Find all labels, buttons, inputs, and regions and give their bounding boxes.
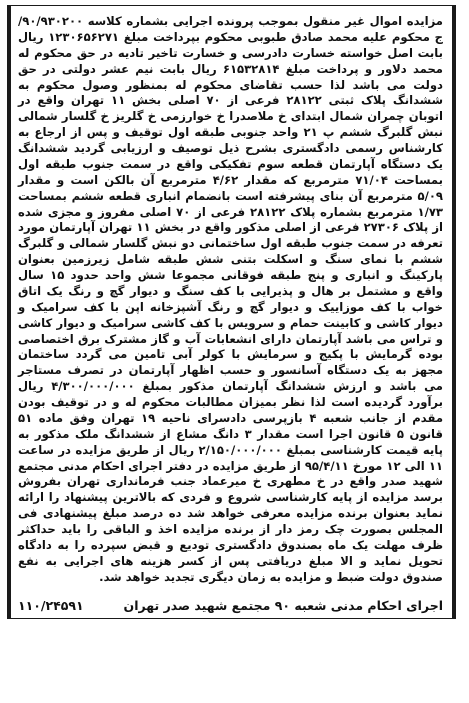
notice-reference-number: ۱۱۰/۲۴۵۹۱ <box>18 597 84 613</box>
notice-right-rule <box>452 6 455 618</box>
notice-left-rule <box>8 6 11 618</box>
notice-body-text: مزایده اموال غیر منقول بموجب پرونده اجرایی بشماره کلاسه ۹۰/۹۳۰۲۰۰/ج محکوم علیه محمد صادق طبوبی محکوم بپرداخت مبلغ ۱۲۳۰۶۵۶۲۷۱ ریال بابت اصل خواسته خسارت دادرسی و خسارت تاخیر تادیه در حق محکوم له محمد دلاور و پرداخت مبلغ ۶۱۵۳۲۸۱۴ ریال بابت نیم عشر دولتی در حق دولت می باشد لذا حسب تقاضای محکوم له بمنظور وصول محکوم به ششدانگ پلاک ثبتی ۲۸۱۲۲ فرعی از ۷۰ اصلی بخش ۱۱ تهران واقع در اتوبان چمران شمال ابتدای خ ملاصدرا خ خوارزمی خ گلریز خ گلسار شمالی نبش گلبرگ ششم پ ۲۱ واحد جنوبی طبقه اول توقیف و پس از ارجاع به کارشناس رسمی دادگستری بشرح ذیل توصیف و ارزیابی گردید ششدانگ یک دستگاه آپارتمان قطعه سوم تفکیکی واقع در سمت جنوب طبقه اول بمساحت ۷۱/۰۴ مترمربع که مقدار ۴/۶۲ مترمربع آن بالکن است و مقدار ۵/۰۹ مترمربع آن بنای پیشرفته است بانضمام انباری قطعه ششم بمساحت ۱/۷۳ مترمربع بشماره پلاک ۲۸۱۲۲ فرعی از ۷۰ اصلی مفروز و مجزی شده از پلاک ۲۷۳۰۶ فرعی از اصلی مذکور واقع در بخش ۱۱ تهران آپارتمان مورد تعرفه در سمت جنوب طبقه اول ساختمانی دو نبش گلسار شمالی و گلبرگ ششم با نمای سنگ و اسکلت بتنی شش طبقه شامل زیرزمین بعنوان پارکینگ و انباری و پنج طبقه فوقانی مجموعا شش واحد حدود ۱۵ سال واقع و مشتمل بر هال و پذیرایی با کف سنگ و دیوار گچ و رنگ یک اتاق خواب با کف موزاییک و دیوار گچ و رنگ آشپزخانه اپن با کف سرامیک و دیوار کاشی و کابینت حمام و سرویس با کف کاشی سرامیک و دیوار کاشی و تراس می باشد آپارتمان دارای انشعابات آب و گاز مشترک برق اختصاصی بوده گرمایش با پکیج و سرمایش با کولر آبی تامین می گردد ساختمان مجهز به یک دستگاه آسانسور و حسب اظهار آپارتمان در تصرف مستاجر می باشد و ارزش ششدانگ آپارتمان مذکور بمبلغ ۴/۳۰۰/۰۰۰/۰۰۰ ریال برآورد گردیده است لذا نظر بمیزان مطالبات محکوم له و در توقیف بودن مقدم از جانب شعبه ۴ بازپرسی دادسرای ناحیه ۱۹ تهران وفق ماده ۵۱ قانون ۵ قانون اجرا است مقدار ۳ دانگ مشاع از ششدانگ ملک مذکور به پایه قیمت کارشناسی بمبلغ ۲/۱۵۰/۰۰۰/۰۰۰ ریال از طریق مزایده در ساعت ۱۱ الی ۱۲ مورخ ۹۵/۴/۱۱ از طریق مزایده در دفتر اجرای احکام مدنی مجتمع شهید صدر واقع در خ مطهری خ میرعماد جنب فرمانداری تهران بفروش برسد مزایده از پایه کارشناسی شروع و فردی که بالاترین پیشنهاد را ارائه نماید بعنوان برنده مزایده معرفی خواهد شد ده درصد مبلغ پیشنهادی فی المجلس بصورت چک رمز دار از برنده مزایده اخذ و الباقی را باید حداکثر ظرف مهلت یک ماه بصندوق دادگستری تودیع و قبض سپرده را به دادگاه تحویل نماید و الا مبلغ دریافتی پس از کسر هزینه های اجرایی به نفع صندوق دولت ضبط و مزایده به زمان دیگری تجدید خواهد شد. <box>18 14 444 584</box>
auction-notice <box>7 5 456 619</box>
notice-footer <box>18 596 443 614</box>
notice-signature: اجرای احکام مدنی شعبه ۹۰ مجتمع شهید صدر تهران <box>123 597 443 613</box>
